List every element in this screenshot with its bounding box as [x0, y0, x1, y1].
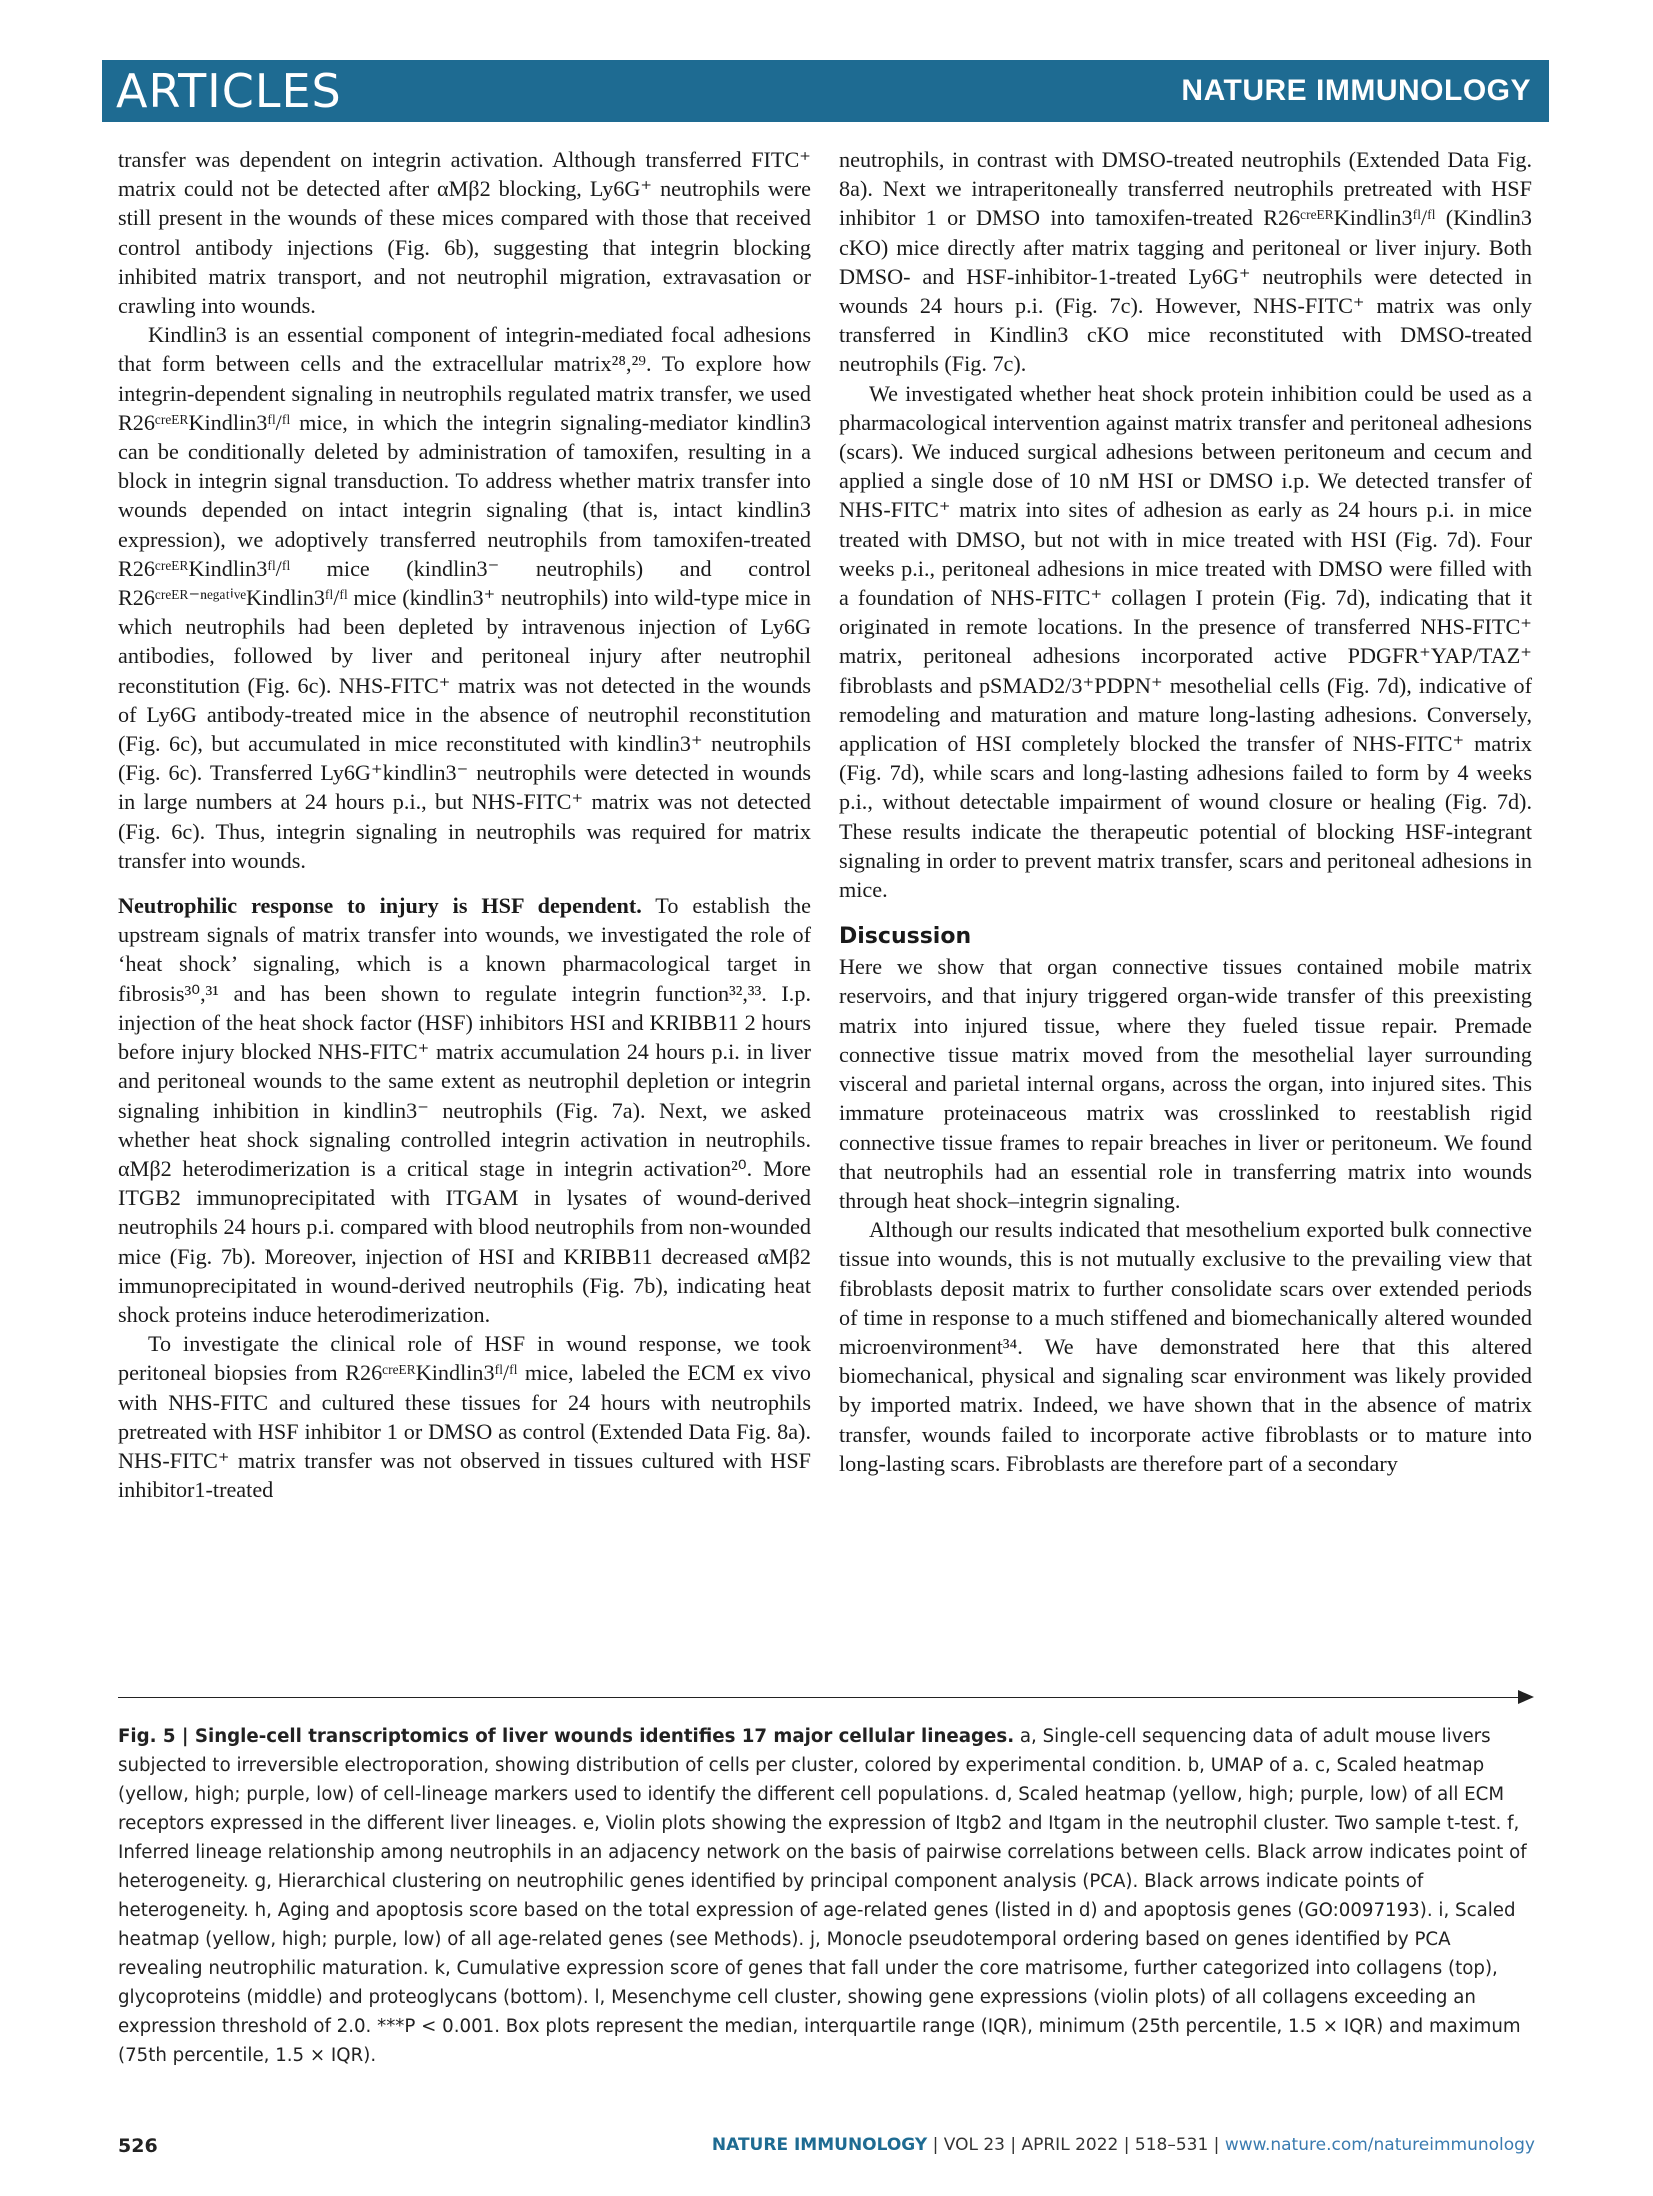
page-number: 526	[118, 2135, 158, 2157]
paragraph-right-3: Here we show that organ connective tissues contained mobile matrix reservoirs, and that injury triggered organ-wide transfer of this preexisting matrix into injured tissue, where they fueled tissue repair. Premade connective tissue matrix moved from the mesothelial layer surrounding visceral and parietal internal organs, across the organ, into injured sites. This immature proteinaceous matrix was crosslinked to reestablish rigid connective tissue frames to repair breaches in liver or peritoneum. We found that neutrophils had an essential role in transferring matrix into wounds through heat shock–integrin signaling.	[839, 954, 1532, 1213]
paragraph-right-2: We investigated whether heat shock protein inhibition could be used as a pharmacological intervention against matrix transfer and peritoneal adhesions (scars). We induced surgical adhesions between peritoneum and cecum and applied a single dose of 10 nM HSI or DMSO i.p. We detected transfer of NHS-FITC⁺ matrix into sites of adhesion as early as 24 hours p.i. in mice treated with DMSO, but not with in mice treated with HSI (Fig. 7d). Four weeks p.i., peritoneal adhesions in mice treated with DMSO were filled with a foundation of NHS-FITC⁺ collagen I protein (Fig. 7d), indicating that it originated in remote locations. In the presence of transferred NHS-FITC⁺ matrix, peritoneal adhesions incorporated active PDGFR⁺YAP/TAZ⁺ fibroblasts and pSMAD2/3⁺PDPN⁺ mesothelial cells (Fig. 7d), indicative of remodeling and maturation and mature long-lasting adhesions. Conversely, application of HSI completely blocked the transfer of NHS-FITC⁺ matrix (Fig. 7d), while scars and long-lasting adhesions failed to form by 4 weeks p.i., without detectable impairment of wound closure or healing (Fig. 7d). These results indicate the therapeutic potential of blocking HSF-integrant signaling in order to prevent matrix transfer, scars and peritoneal adhesions in mice.	[839, 380, 1532, 903]
section-label: ARTICLES	[116, 64, 342, 118]
footer-citation	[712, 2135, 1535, 2155]
arrow-right-icon	[1518, 1690, 1534, 1704]
footer-journal-name: NATURE IMMUNOLOGY	[711, 2135, 928, 2155]
section-runin-heading: Neutrophilic response to injury is HSF dependent.	[118, 893, 642, 919]
paragraph-left-1: transfer was dependent on integrin activation. Although transferred FITC⁺ matrix could not be detected after αMβ2 blocking, Ly6G⁺ neutrophils were still present in the wounds of these mices compared with those that received control antibody injections (Fig. 6b), suggesting that integrin blocking inhibited matrix transport, and not neutrophil migration, extravasation or crawling into wounds.	[118, 147, 811, 319]
journal-name-header: NATURE IMMUNOLOGY	[1181, 74, 1531, 107]
paragraph-right-1: neutrophils, in contrast with DMSO-treated neutrophils (Extended Data Fig. 8a). Next we intraperitoneally transferred neutrophils pretreated with HSF inhibitor 1 or DMSO into tamoxifen-treated R26ᶜʳᵉᴱᴿKindlin3ᶠˡ/ᶠˡ (Kindlin3 cKO) mice directly after matrix tagging and peritoneal or liver injury. Both DMSO- and HSF-inhibitor-1-treated Ly6G⁺ neutrophils were detected in wounds 24 hours p.i. (Fig. 7c). However, NHS-FITC⁺ matrix was only transferred in Kindlin3 cKO mice reconstituted with DMSO-treated neutrophils (Fig. 7c).	[839, 147, 1532, 377]
figure-caption	[118, 1722, 1530, 2070]
article-header-banner	[102, 60, 1549, 122]
paragraph-left-2: Kindlin3 is an essential component of integrin-mediated focal adhesions that form between cells and the extracellular matrix²⁸,²⁹. To explore how integrin-dependent signaling in neutrophils regulated matrix transfer, we used R26ᶜʳᵉᴱᴿKindlin3ᶠˡ/ᶠˡ mice, in which the integrin signaling-mediator kindlin3 can be conditionally deleted by administration of tamoxifen, resulting in a block in integrin signal transduction. To address whether matrix transfer into wounds depended on intact integrin signaling (that is, intact kindlin3 expression), we adoptively transferred neutrophils from tamoxifen-treated R26ᶜʳᵉᴱᴿKindlin3ᶠˡ/ᶠˡ mice (kindlin3⁻ neutrophils) and control R26ᶜʳᵉᴱᴿ⁻ⁿᵉᵍᵃᵗⁱᵛᵉKindlin3ᶠˡ/ᶠˡ mice (kindlin3⁺ neutrophils) into wild-type mice in which neutrophils had been depleted by intravenous injection of Ly6G antibodies, followed by liver and peritoneal injury after neutrophil reconstitution (Fig. 6c). NHS-FITC⁺ matrix was not detected in the wounds of Ly6G antibody-treated mice in the absence of neutrophil reconstitution (Fig. 6c), but accumulated in mice reconstituted with kindlin3⁺ neutrophils (Fig. 6c). Transferred Ly6G⁺kindlin3⁻ neutrophils were detected in wounds in large numbers at 24 hours p.i., but NHS-FITC⁺ matrix was not detected (Fig. 6c). Thus, integrin signaling in neutrophils was required for matrix transfer into wounds.	[118, 322, 811, 873]
paragraph-right-4: Although our results indicated that mesothelium exported bulk connective tissue into wounds, this is not mutually exclusive to the prevailing view that fibroblasts deposit matrix to further consolidate scars over extended periods of time in response to a much stiffened and biomechanically altered wounded microenvironment³⁴. We have demonstrated here that this altered biomechanical, physical and signaling scar environment was likely provided by imported matrix. Indeed, we have shown that in the absence of matrix transfer, wounds failed to incorporate active fibroblasts or to mature into long-lasting scars. Fibroblasts are therefore part of a secondary	[839, 1217, 1532, 1476]
footer-volume-info: | VOL 23 | APRIL 2022 | 518–531 |	[927, 2135, 1225, 2155]
discussion-heading: Discussion	[839, 924, 972, 950]
paragraph-left-3	[118, 891, 811, 1329]
caption-divider-line	[118, 1697, 1530, 1698]
footer-url-link[interactable]: www.nature.com/natureimmunology	[1224, 2135, 1535, 2155]
paragraph-left-4: To investigate the clinical role of HSF in wound response, we took peritoneal biopsies from R26ᶜʳᵉᴱᴿKindlin3ᶠˡ/ᶠˡ mice, labeled the ECM ex vivo with NHS-FITC and cultured these tissues for 24 hours with neutrophils pretreated with HSF inhibitor 1 or DMSO as control (Extended Data Fig. 8a). NHS-FITC⁺ matrix transfer was not observed in tissues cultured with HSF inhibitor1-treated	[118, 1331, 811, 1503]
paragraph-left-3-text: To establish the upstream signals of matrix transfer into wounds, we investigated the role of ‘heat shock’ signaling, which is a known pharmacological target in fibrosis³⁰,³¹ and has been shown to regulate integrin function³²,³³. I.p. injection of the heat shock factor (HSF) inhibitors HSI and KRIBB11 2 hours before injury blocked NHS-FITC⁺ matrix accumulation 24 hours p.i. in liver and peritoneal wounds to the same extent as neutrophil depletion or integrin signaling inhibition in kindlin3⁻ neutrophils (Fig. 7a). Next, we asked whether heat shock signaling controlled integrin activation in neutrophils. αMβ2 heterodimerization is a critical stage in integrin activation²⁰. More ITGB2 immunoprecipitated with ITGAM in lysates of wound-derived neutrophils 24 hours p.i. compared with blood neutrophils from non-wounded mice (Fig. 7b). Moreover, injection of HSI and KRIBB11 decreased αMβ2 immunoprecipitated in wound-derived neutrophils (Fig. 7b), indicating heat shock proteins induce heterodimerization.	[118, 893, 811, 1327]
figure-caption-text: a, Single-cell sequencing data of adult mouse livers subjected to irreversible electroporation, showing distribution of cells per cluster, colored by experimental condition. b, UMAP of a. c, Scaled heatmap (yellow, high; purple, low) of cell-lineage markers used to identify the different cell populations. d, Scaled heatmap (yellow, high; purple, low) of all ECM receptors expressed in the different liver lineages. e, Violin plots showing the expression of Itgb2 and Itgam in the neutrophil cluster. Two sample t-test. f, Inferred lineage relationship among neutrophils in an adjacency network on the basis of pairwise correlations between cells. Black arrow indicates point of heterogeneity. g, Hierarchical clustering on neutrophilic genes identified by principal component analysis (PCA). Black arrows indicate points of heterogeneity. h, Aging and apoptosis score based on the total expression of age-related genes (listed in d) and apoptosis genes (GO:0097193). i, Scaled heatmap (yellow, high; purple, low) of all age-related genes (see Methods). j, Monocle pseudotemporal ordering based on genes identified by PCA revealing neutrophilic maturation. k, Cumulative expression score of genes that fall under the core matrisome, further categorized into collagens (top), glycoproteins (middle) and proteoglycans (bottom). l, Mesenchyme cell cluster, showing gene expressions (violin plots) of all collagens exceeding an expression threshold of 2.0. ***P < 0.001. Box plots represent the median, interquartile range (IQR), minimum (25th percentile, 1.5 × IQR) and maximum (75th percentile, 1.5 × IQR).	[118, 1726, 1527, 2066]
left-text-column	[118, 145, 811, 1504]
figure-caption-label: Fig. 5 | Single-cell transcriptomics of liver wounds identifies 17 major cellular lineages.	[118, 1726, 1015, 1747]
right-text-column	[839, 145, 1532, 1478]
